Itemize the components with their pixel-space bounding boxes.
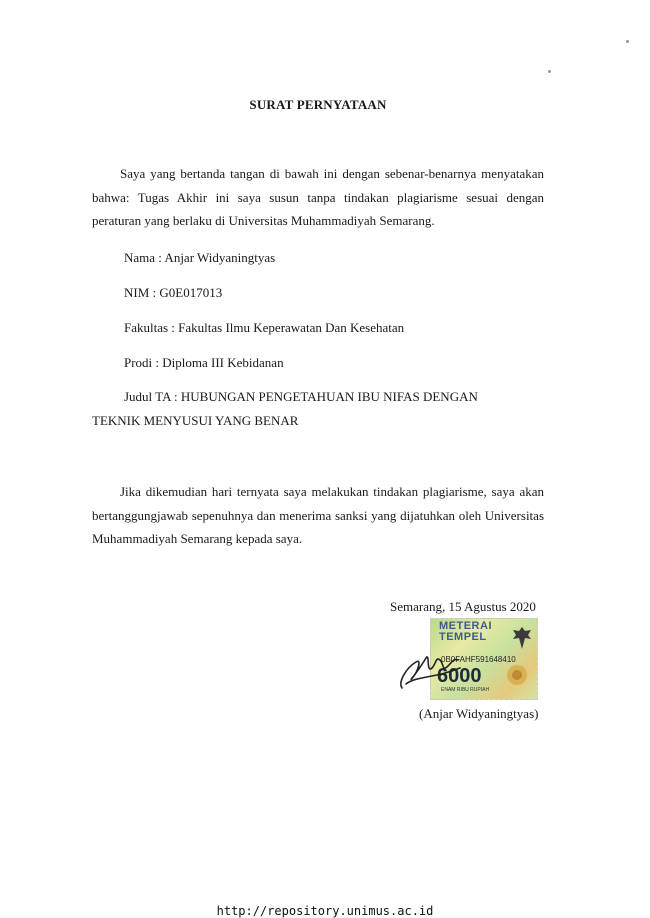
closing-text: Jika dikemudian hari ternyata saya melakukan tindakan plagiarisme, saya akan bertanggungjawab sepenuhnya dan menerima sanksi yang dijatuhkan oleh Universitas Muhammadiyah Semarang kepada saya. [92,484,544,546]
repository-url: http://repository.unimus.ac.id [216,904,434,918]
scan-speck [548,70,551,73]
intro-paragraph [92,162,544,233]
intro-text: Saya yang bertanda tangan di bawah ini dengan sebenar-benarnya menyatakan bahwa: Tugas Akhir ini saya susun tanpa tindakan plagiarisme sesuai dengan peraturan yang berlaku di Universitas Muhammadiyah Semarang. [92,166,544,228]
handwritten-signature [396,638,466,696]
closing-paragraph [92,480,544,551]
stamp-value: 6000 [437,665,482,687]
garuda-emblem-icon [511,625,533,651]
field-fakultas: Fakultas : Fakultas Ilmu Keperawatan Dan Kesehatan [124,320,405,335]
field-prodi: Prodi : Diploma III Kebidanan [124,355,284,370]
stamp-serial: 0B0FAHF591648410 [441,655,516,664]
field-judul-line1: Judul TA : HUBUNGAN PENGETAHUAN IBU NIFAS DENGAN [124,389,478,404]
scan-speck [626,40,629,43]
field-judul-line2: TEKNIK MENYUSUI YANG BENAR [92,413,299,428]
signer-name: (Anjar Widyaningtyas) [419,706,539,721]
stamp-value-words: ENAM RIBU RUPIAH [441,687,490,693]
stamp-label: METERAI TEMPEL [439,620,492,643]
place-date: Semarang, 15 Agustus 2020 [390,599,536,614]
field-nim: NIM : G0E017013 [124,285,223,300]
field-nama: Nama : Anjar Widyaningtyas [124,250,276,265]
hologram-seal-icon [505,663,529,687]
document-title: SURAT PERNYATAAN [249,97,387,112]
